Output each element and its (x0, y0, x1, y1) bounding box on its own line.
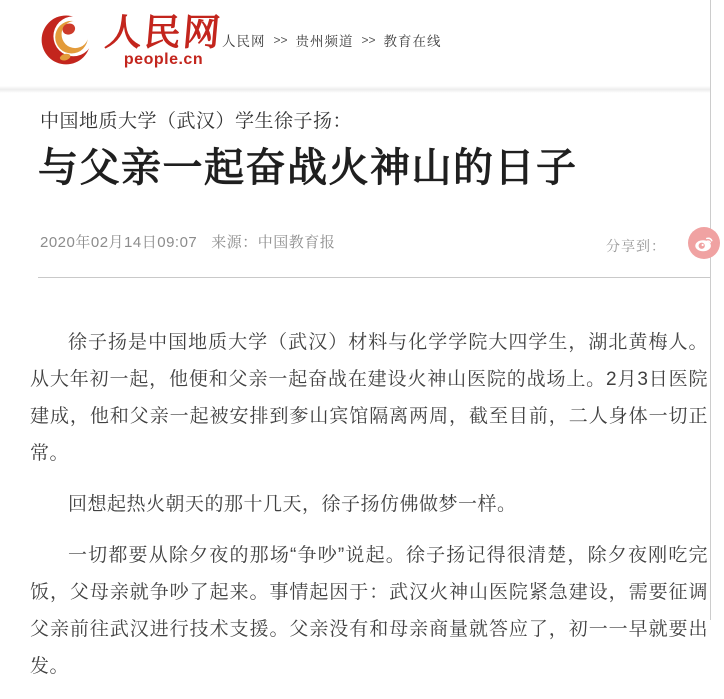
article-title: 与父亲一起奋战火神山的日子 (38, 146, 578, 190)
meta-divider-line (38, 277, 710, 278)
peoplecn-logo[interactable] (38, 10, 222, 73)
article-meta (40, 231, 335, 252)
page-right-border (710, 0, 711, 620)
breadcrumb-separator: >> (361, 33, 376, 47)
article-paragraph: 徐子扬是中国地质大学（武汉）材料与化学学院大四学生，湖北黄梅人。从大年初一起，他便和父亲一起奋战在建设火神山医院的战场上。2月3日医院建成，他和父亲一起被安排到奓山宾馆隔离两周，截至目前，二人身体一切正常。 (30, 332, 708, 464)
breadcrumb (222, 30, 442, 50)
share-label: 分享到： (606, 238, 666, 254)
site-header (38, 10, 222, 72)
article-date: 2020年02月14日09:07 (40, 234, 198, 251)
article-paragraph: 一切都要从除夕夜的那场“争吵”说起。徐子扬记得很清楚，除夕夜刚吃完饭，父母亲就争吵了起来。事情起因于：武汉火神山医院紧急建设，需要征调父亲前往武汉进行技术支援。父亲没有和母亲商量就答应了，初一一早就要出发。 (30, 545, 708, 677)
logo-globe-icon (38, 10, 96, 73)
logo-cn-text: 人民网 (103, 11, 224, 54)
breadcrumb-separator: >> (273, 33, 288, 47)
article-source: 来源：中国教育报 (211, 234, 336, 251)
weibo-share-icon[interactable] (688, 227, 720, 259)
header-divider (0, 86, 710, 93)
logo-text-block (103, 11, 224, 68)
article-body (30, 324, 708, 699)
breadcrumb-link-channel[interactable]: 贵州频道 (295, 34, 354, 49)
article-kicker: 中国地质大学（武汉）学生徐子扬： (40, 111, 353, 132)
breadcrumb-link-home[interactable]: 人民网 (222, 34, 266, 49)
article-paragraph: 回想起热火朝天的那十几天，徐子扬仿佛做梦一样。 (68, 494, 517, 515)
logo-en-text: people.cn (123, 51, 204, 68)
breadcrumb-link-section[interactable]: 教育在线 (383, 34, 442, 49)
